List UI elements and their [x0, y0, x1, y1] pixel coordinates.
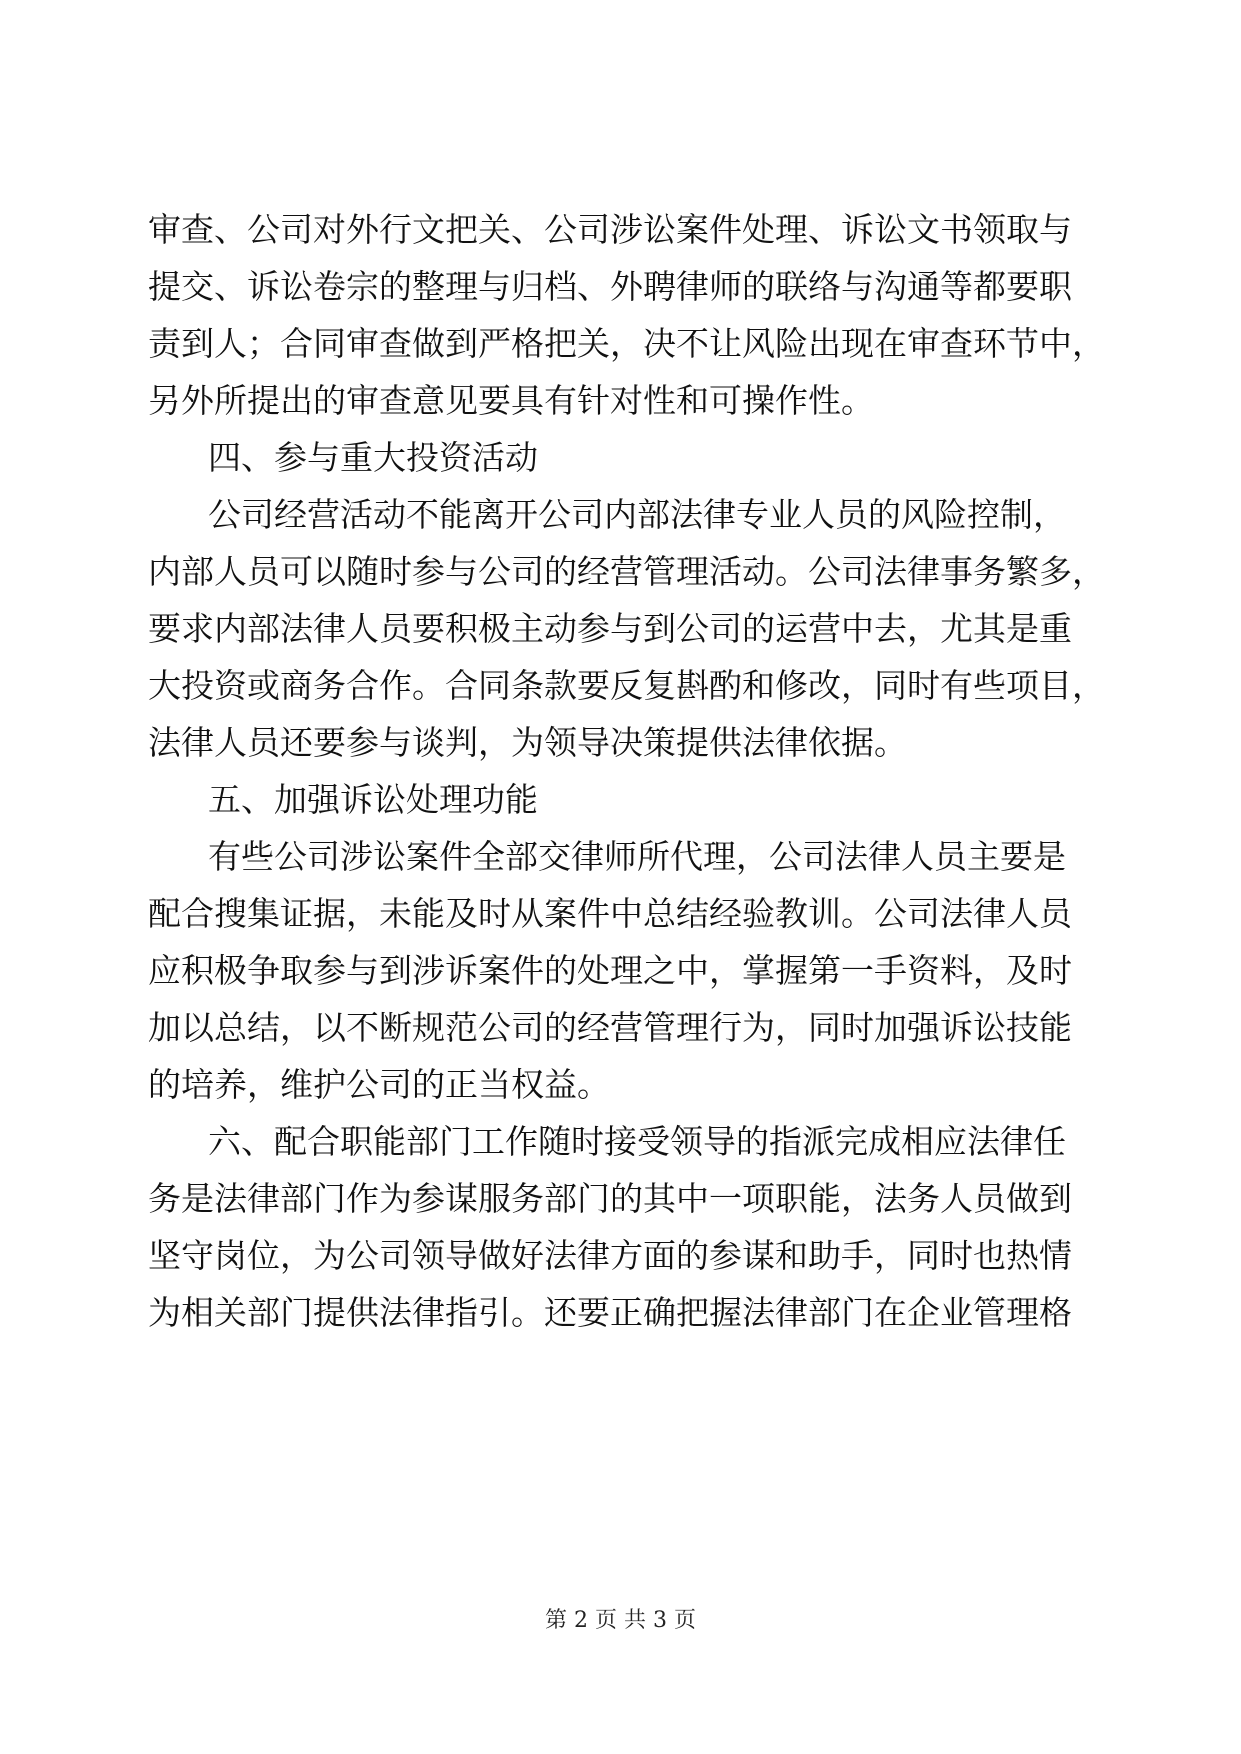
text-line: [148, 267, 1241, 307]
section-heading: [208, 780, 1241, 820]
line-text: 责到人；合同审查做到严格把关，决不让风险出现在审查环节中，: [148, 324, 1105, 363]
text-line: [148, 666, 1241, 706]
line-text: 有些公司涉讼案件全部交律师所代理，公司法律人员主要是: [208, 837, 1066, 876]
text-line: [148, 324, 1241, 364]
heading-text: 五、加强诉讼处理功能: [208, 780, 538, 819]
text-line: [148, 552, 1241, 592]
line-text: 坚守岗位，为公司领导做好法律方面的参谋和助手，同时也热情: [148, 1236, 1072, 1275]
page-number-footer: 第 2 页 共 3 页: [545, 1608, 696, 1633]
line-text: 六、配合职能部门工作随时接受领导的指派完成相应法律任: [208, 1122, 1066, 1161]
line-text: 大投资或商务合作。合同条款要反复斟酌和修改，同时有些项目，: [148, 666, 1105, 705]
text-line: [208, 495, 1241, 535]
line-text: 配合搜集证据，未能及时从案件中总结经验教训。公司法律人员: [148, 894, 1072, 933]
line-text: 提交、诉讼卷宗的整理与归档、外聘律师的联络与沟通等都要职: [148, 267, 1072, 306]
section-heading: [208, 438, 1241, 478]
line-text: 法律人员还要参与谈判，为领导决策提供法律依据。: [148, 723, 907, 762]
text-line: [148, 1236, 1241, 1276]
text-line: [208, 1122, 1241, 1162]
text-line: [148, 723, 1241, 763]
line-text: 审查、公司对外行文把关、公司涉讼案件处理、诉讼文书领取与: [148, 210, 1072, 249]
line-text: 应积极争取参与到涉诉案件的处理之中，掌握第一手资料，及时: [148, 951, 1072, 990]
text-line: [148, 609, 1241, 649]
text-line: [148, 894, 1241, 934]
text-line: [208, 837, 1241, 877]
line-text: 公司经营活动不能离开公司内部法律专业人员的风险控制，: [208, 495, 1066, 534]
heading-text: 四、参与重大投资活动: [208, 438, 538, 477]
text-line: [148, 951, 1241, 991]
text-line: [148, 381, 1241, 421]
line-text: 内部人员可以随时参与公司的经营管理活动。公司法律事务繁多，: [148, 552, 1105, 591]
line-text: 另外所提出的审查意见要具有针对性和可操作性。: [148, 381, 874, 420]
line-text: 加以总结，以不断规范公司的经营管理行为，同时加强诉讼技能: [148, 1008, 1072, 1047]
text-line: [148, 1179, 1241, 1219]
line-text: 为相关部门提供法律指引。还要正确把握法律部门在企业管理格: [148, 1293, 1072, 1332]
line-text: 的培养，维护公司的正当权益。: [148, 1065, 610, 1104]
line-text: 务是法律部门作为参谋服务部门的其中一项职能，法务人员做到: [148, 1179, 1072, 1218]
text-line: [148, 1065, 1241, 1105]
text-line: [148, 1008, 1241, 1048]
text-line: [148, 1293, 1241, 1333]
line-text: 要求内部法律人员要积极主动参与到公司的运营中去，尤其是重: [148, 609, 1072, 648]
text-line: [148, 210, 1241, 250]
